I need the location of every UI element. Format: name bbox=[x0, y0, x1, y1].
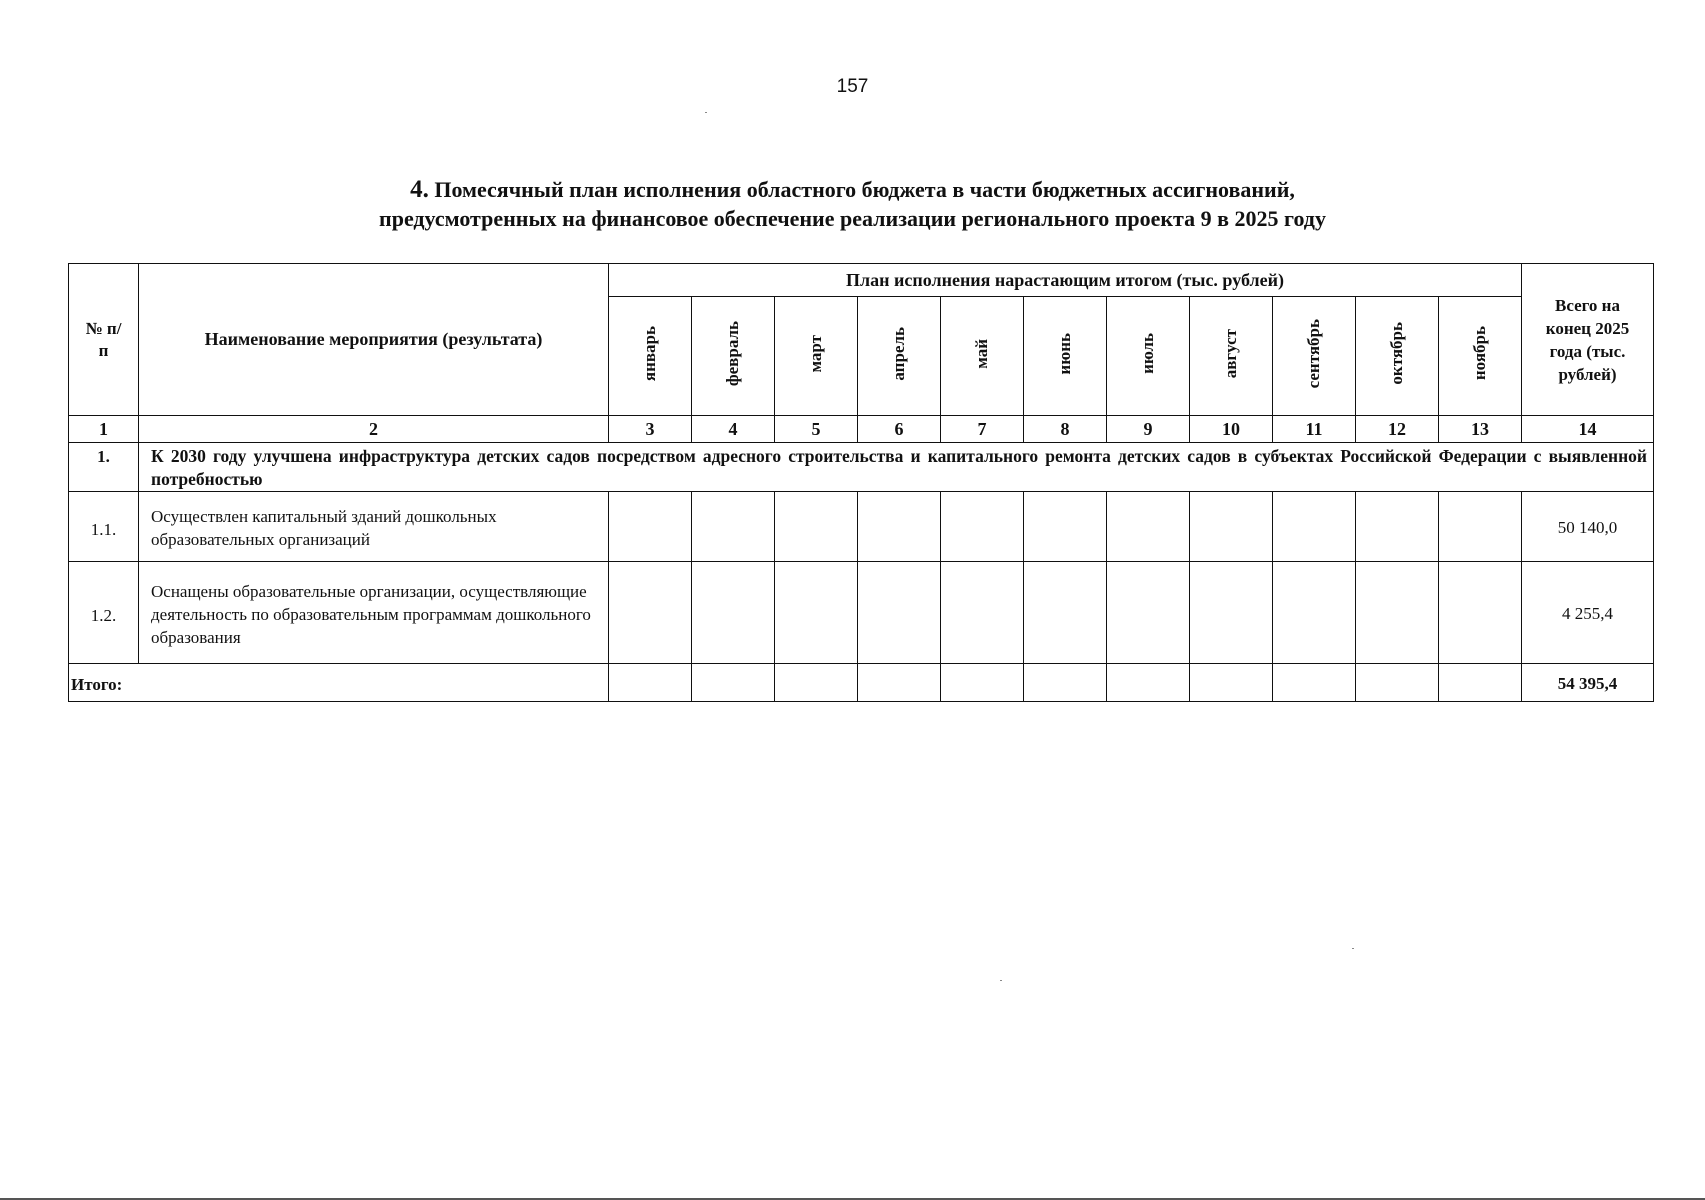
month-cell bbox=[1356, 492, 1439, 562]
month-cell bbox=[1107, 664, 1190, 702]
month-cell bbox=[609, 562, 692, 664]
month-cell bbox=[692, 492, 775, 562]
month-label: июль bbox=[1138, 333, 1157, 374]
header-plan: План исполнения нарастающим итогом (тыс. рублей) bbox=[609, 264, 1522, 297]
month-cell bbox=[1190, 664, 1273, 702]
row-number: 1.2. bbox=[69, 562, 139, 664]
section-title: К 2030 году улучшена инфраструктура детских садов посредством адресного строительства и капитального ремонта детских садов в субъектах Российской Федерации с выявленной потребностью bbox=[139, 443, 1654, 492]
month-cell bbox=[1439, 492, 1522, 562]
month-header bbox=[858, 297, 941, 416]
month-cell bbox=[1273, 562, 1356, 664]
grand-total-label: Итого: bbox=[69, 664, 609, 702]
month-label: сентябрь bbox=[1304, 318, 1323, 389]
month-cell bbox=[775, 664, 858, 702]
row-number: 1.1. bbox=[69, 492, 139, 562]
column-number: 14 bbox=[1522, 416, 1654, 443]
title-text-1: Помесячный план исполнения областного бюджета в части бюджетных ассигнований, bbox=[434, 177, 1295, 202]
row-name: Оснащены образовательные организации, осуществляющие деятельность по образовательным программам дошкольного образования bbox=[139, 562, 609, 664]
title-line-2: предусмотренных на финансовое обеспечение реализации регионального проекта 9 в 2025 году bbox=[379, 206, 1326, 231]
month-cell bbox=[692, 562, 775, 664]
month-label: август bbox=[1221, 328, 1240, 379]
month-label: май bbox=[972, 338, 991, 369]
month-cell bbox=[1107, 562, 1190, 664]
scan-speck bbox=[1000, 980, 1002, 981]
month-cell bbox=[1024, 562, 1107, 664]
month-cell bbox=[775, 562, 858, 664]
month-cell bbox=[858, 664, 941, 702]
month-header bbox=[1273, 297, 1356, 416]
section-number: 1. bbox=[69, 443, 139, 492]
table-row bbox=[69, 562, 1654, 664]
month-cell bbox=[1107, 492, 1190, 562]
title-line-1 bbox=[0, 175, 1705, 204]
page-number: 157 bbox=[836, 76, 869, 97]
month-label: октябрь bbox=[1387, 322, 1406, 385]
month-cell bbox=[609, 664, 692, 702]
column-number: 10 bbox=[1190, 416, 1273, 443]
scan-speck bbox=[705, 112, 707, 113]
month-cell bbox=[1190, 492, 1273, 562]
month-header bbox=[1439, 297, 1522, 416]
month-label: ноябрь bbox=[1470, 326, 1489, 381]
row-total: 4 255,4 bbox=[1522, 562, 1654, 664]
column-number: 6 bbox=[858, 416, 941, 443]
month-cell bbox=[1273, 664, 1356, 702]
month-cell bbox=[858, 562, 941, 664]
grand-total-value: 54 395,4 bbox=[1522, 664, 1654, 702]
month-label: январь bbox=[640, 325, 659, 382]
month-header bbox=[1024, 297, 1107, 416]
month-cell bbox=[941, 492, 1024, 562]
month-label: апрель bbox=[889, 326, 908, 381]
month-cell bbox=[1273, 492, 1356, 562]
month-cell bbox=[858, 492, 941, 562]
table-row bbox=[69, 492, 1654, 562]
section-row bbox=[69, 443, 1654, 492]
month-label: июнь bbox=[1055, 332, 1074, 375]
month-header bbox=[941, 297, 1024, 416]
month-header bbox=[1107, 297, 1190, 416]
column-number: 2 bbox=[139, 416, 609, 443]
month-cell bbox=[1439, 562, 1522, 664]
month-header bbox=[1190, 297, 1273, 416]
month-cell bbox=[1190, 562, 1273, 664]
column-number-row bbox=[69, 416, 1654, 443]
document-title bbox=[0, 175, 1705, 233]
month-cell bbox=[1024, 664, 1107, 702]
month-cell bbox=[941, 664, 1024, 702]
month-cell bbox=[1356, 664, 1439, 702]
column-number: 4 bbox=[692, 416, 775, 443]
column-number: 11 bbox=[1273, 416, 1356, 443]
column-number: 13 bbox=[1439, 416, 1522, 443]
grand-total-row bbox=[69, 664, 1654, 702]
header-row-1 bbox=[69, 264, 1654, 297]
budget-plan-table bbox=[68, 263, 1654, 702]
month-cell bbox=[609, 492, 692, 562]
header-total bbox=[1522, 264, 1654, 416]
column-number: 8 bbox=[1024, 416, 1107, 443]
column-number: 1 bbox=[69, 416, 139, 443]
title-number: 4. bbox=[410, 176, 429, 203]
column-number: 12 bbox=[1356, 416, 1439, 443]
month-label: февраль bbox=[723, 320, 742, 387]
month-cell bbox=[1024, 492, 1107, 562]
month-header bbox=[609, 297, 692, 416]
month-cell bbox=[775, 492, 858, 562]
header-num-label: № п/п bbox=[85, 318, 122, 360]
month-header bbox=[1356, 297, 1439, 416]
row-name: Осуществлен капитальный зданий дошкольных образовательных организаций bbox=[139, 492, 609, 562]
column-number: 5 bbox=[775, 416, 858, 443]
month-cell bbox=[692, 664, 775, 702]
month-cell bbox=[941, 562, 1024, 664]
header-name: Наименование мероприятия (результата) bbox=[139, 264, 609, 416]
month-cell bbox=[1439, 664, 1522, 702]
month-header bbox=[775, 297, 858, 416]
column-number: 7 bbox=[941, 416, 1024, 443]
month-label: март bbox=[806, 334, 825, 373]
scan-speck bbox=[1352, 948, 1354, 949]
column-number: 9 bbox=[1107, 416, 1190, 443]
header-total-label: Всего на конец 2025 года (тыс. рублей) bbox=[1545, 295, 1630, 384]
month-cell bbox=[1356, 562, 1439, 664]
month-header bbox=[692, 297, 775, 416]
row-total: 50 140,0 bbox=[1522, 492, 1654, 562]
header-num bbox=[69, 264, 139, 416]
column-number: 3 bbox=[609, 416, 692, 443]
